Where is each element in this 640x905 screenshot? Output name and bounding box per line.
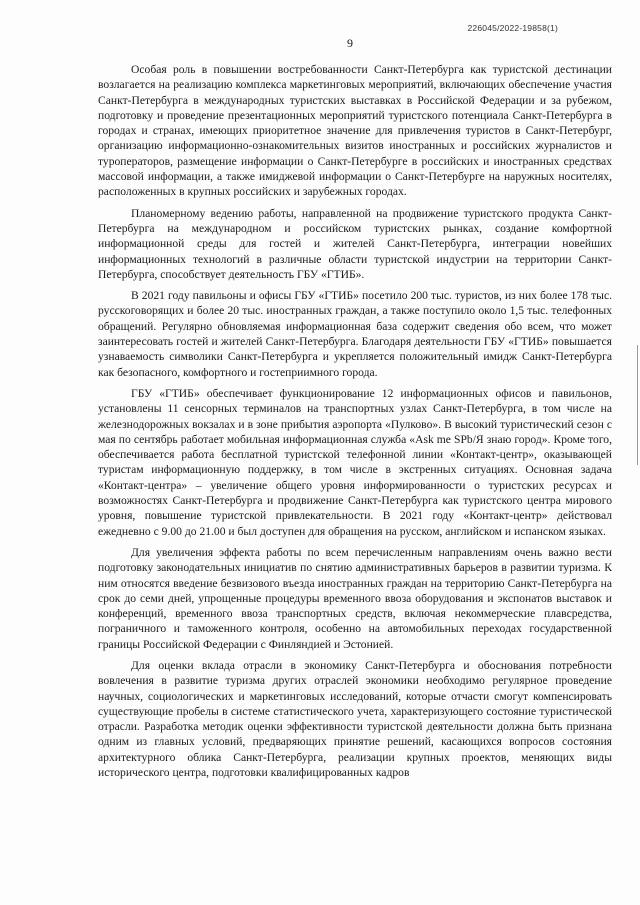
paragraph-legislative: Для увеличения эффекта работы по всем перечисленным направлениям очень важно вести подготовку законодательных инициатив по снятию административных барьеров в развитии туризма. К ним относятся введение безвизового въезда иностранных граждан на территорию Санкт-Петербурга на срок до семи дней, упрощенные процедуры временного ввоза оборудования и экспонатов выставок и конференций, временного ввоза транспортных средств, включая некоммерческие плавсредства, пограничного и таможенного контроля, особенно на автомобильных переходах государственной границы Российской Федерации с Финляндией и Эстонией. [98,545,612,651]
paragraph-gtib-offices: ГБУ «ГТИБ» обеспечивает функционирование 12 информационных офисов и павильонов, установлены 11 сенсорных терминалов на транспортных узлах Санкт-Петербурга, в том числе на железнодорожных вокзалах и в зоне прибытия аэропорта «Пулково». В высокий туристический сезон с мая по сентябрь работает мобильная информационная служба «Ask me SPb/Я знаю город». Кроме того, обеспечивается работа бесплатной туристской телефонной линии «Контакт-центр», оказывающей туристам информационную поддержку, в том числе в экстренных ситуациях. Основная задача «Контакт-центра» – увеличение общего уровня информированности о туристских ресурсах и возможностях Санкт-Петербурга и продвижение Санкт-Петербурга как туристского центра мирового уровня, повышение туристской привлекательности. В 2021 году «Контакт-центр» действовал ежедневно с 9.00 до 21.00 и был доступен для обращения на русском, английском и испанском языках. [98,386,612,538]
scan-margin-line [637,345,638,465]
page-number: 9 [347,36,353,50]
paragraph-promotion: Планомерному ведению работы, направленной на продвижение туристского продукта Санкт-Петербурга на международном и российском туристских рынках, создание комфортной информационной среды для гостей и жителей Санкт-Петербурга, интеграции новейших информационных технологий в различные области туристской индустрии на территории Санкт-Петербурга, способствует деятельность ГБУ «ГТИБ». [98,206,612,281]
paragraph-2021-results: В 2021 году павильоны и офисы ГБУ «ГТИБ» посетило 200 тыс. туристов, из них более 178 тыс. русскоговорящих и более 20 тыс. иностранных граждан, а также поступило около 1,5 тыс. телефонных обращений. Регулярно обновляемая информационная база содержит сведения обо всем, что может заинтересовать гостей и жителей Санкт-Петербурга. Благодаря деятельности ГБУ «ГТИБ» повышается узнаваемость символики Санкт-Петербурга и укрепляется положительный имидж Санкт-Петербурга как безопасного, комфортного и гостеприимного города. [98,289,612,379]
document-body [98,62,612,786]
document-id: 226045/2022-19858(1) [467,23,558,33]
paragraph-research: Для оценки вклада отрасли в экономику Санкт-Петербурга и обоснования потребности вовлечения в развитие туризма других отраслей экономики необходимо регулярное проведение научных, социологических и маркетинговых исследований, которые отчасти смогут компенсировать существующие пробелы в системе статистического учета, характеризующего состояние туристической отрасли. Разработка методик оценки эффективности туристской деятельности должна быть признана одним из главных условий, предваряющих принятие решений, касающихся вопросов состояния архитектурного облика Санкт-Петербурга, реализации крупных проектов, меняющих виды исторического центра, подготовки квалифицированных кадров [98,658,612,780]
paragraph-marketing: Особая роль в повышении востребованности Санкт-Петербурга как туристской дестинации возлагается на реализацию комплекса маркетинговых мероприятий, включающих обеспечение участия Санкт-Петербурга в международных туристских выставках в Российской Федерации и за рубежом, подготовку и проведение презентационных мероприятий туристского потенциала Санкт-Петербурга в городах и странах, имеющих приоритетное значение для привлечения туристов в Санкт-Петербург, организацию информационно-ознакомительных визитов иностранных и российских журналистов и туроператоров, размещение информации о Санкт-Петербурге в российских и иностранных средствах массовой информации, а также имиджевой информации о Санкт-Петербурге на наружных носителях, расположенных в крупных российских и зарубежных городах. [98,63,612,199]
